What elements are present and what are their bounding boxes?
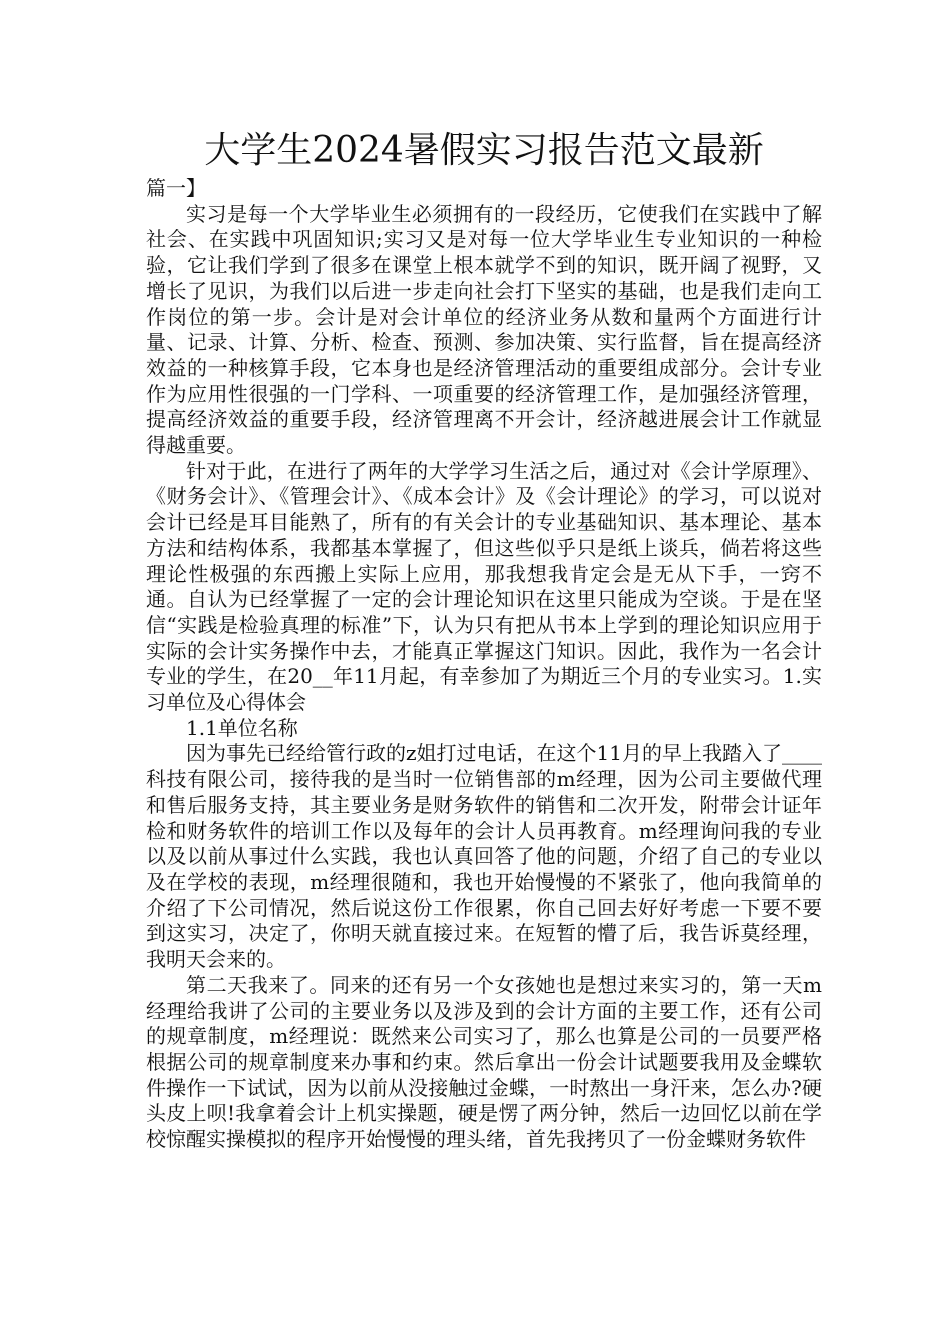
document-page <box>146 128 822 1153</box>
document-title: 大学生2024暑假实习报告范文最新 <box>204 130 764 171</box>
subheading-unit-name: 1.1单位名称 <box>186 715 298 740</box>
section-label: 篇一】 <box>146 176 206 200</box>
paragraph-4: 第二天我来了。同来的还有另一个女孩她也是想过来实习的，第一天m经理给我讲了公司的主要业务以及涉及到的会计方面的主要工作，还有公司的规章制度，m经理说：既然来公司实习了，那么也算是公司的一员要严格根据公司的规章制度来办事和约束。然后拿出一份会计试题要我用及金蝶软件操作一下试试，因为以前从没接触过金蝶，一时熬出一身汗来，怎么办?硬头皮上呗!我拿着会计上机实操题，硬是愣了两分钟，然后一边回忆以前在学校惊醒实操模拟的程序开始慢慢的理头绪，首先我拷贝了一份金蝶财务软件 <box>146 972 822 1152</box>
paragraph-3: 因为事先已经给管行政的z姐打过电话，在这个11月的早上我踏入了____科技有限公司，接待我的是当时一位销售部的m经理，因为公司主要做代理和售后服务支持，其主要业务是财务软件的销售和二次开发，附带会计证年检和财务软件的培训工作以及每年的会计人员再教育。m经理询问我的专业以及以前从事过什么实践，我也认真回答了他的问题，介绍了自己的专业以及在学校的表现，m经理很随和，我也开始慢慢的不紧张了，他向我简单的介绍了下公司情况，然后说这份工作很累，你自己回去好好考虑一下要不要到这实习，决定了，你明天就直接过来。在短暂的懵了后，我告诉莫经理，我明天会来的。 <box>146 741 822 972</box>
paragraph-2: 针对于此，在进行了两年的大学学习生活之后，通过对《会计学原理》、《财务会计》、《管理会计》、《成本会计》及《会计理论》的学习，可以说对会计已经是耳目能熟了，所有的有关会计的专业基础知识、基本理论、基本方法和结构体系，我都基本掌握了，但这些似乎只是纸上谈兵，倘若将这些理论性极强的东西搬上实际上应用，那我想我肯定会是无从下手，一窍不通。自认为已经掌握了一定的会计理论知识在这里只能成为空谈。于是在坚信“实践是检验真理的标准”下，认为只有把从书本上学到的理论知识应用于实际的会计实务操作中去，才能真正掌握这门知识。因此，我作为一名会计专业的学生，在20__年11月起，有幸参加了为期近三个月的专业实习。1.实习单位及心得体会 <box>146 458 822 715</box>
paragraph-1: 实习是每一个大学毕业生必须拥有的一段经历，它使我们在实践中了解社会、在实践中巩固知识;实习又是对每一位大学毕业生专业知识的一种检验，它让我们学到了很多在课堂上根本就学不到的知识，既开阔了视野，又增长了见识，为我们以后进一步走向社会打下坚实的基础，也是我们走向工作岗位的第一步。会计是对会计单位的经济业务从数和量两个方面进行计量、记录、计算、分析、检查、预测、参加决策、实行监督，旨在提高经济效益的一种核算手段，它本身也是经济管理活动的重要组成部分。会计专业作为应用性很强的一门学科、一项重要的经济管理工作，是加强经济管理，提高经济效益的重要手段，经济管理离不开会计，经济越进展会计工作就显得越重要。 <box>146 201 822 458</box>
